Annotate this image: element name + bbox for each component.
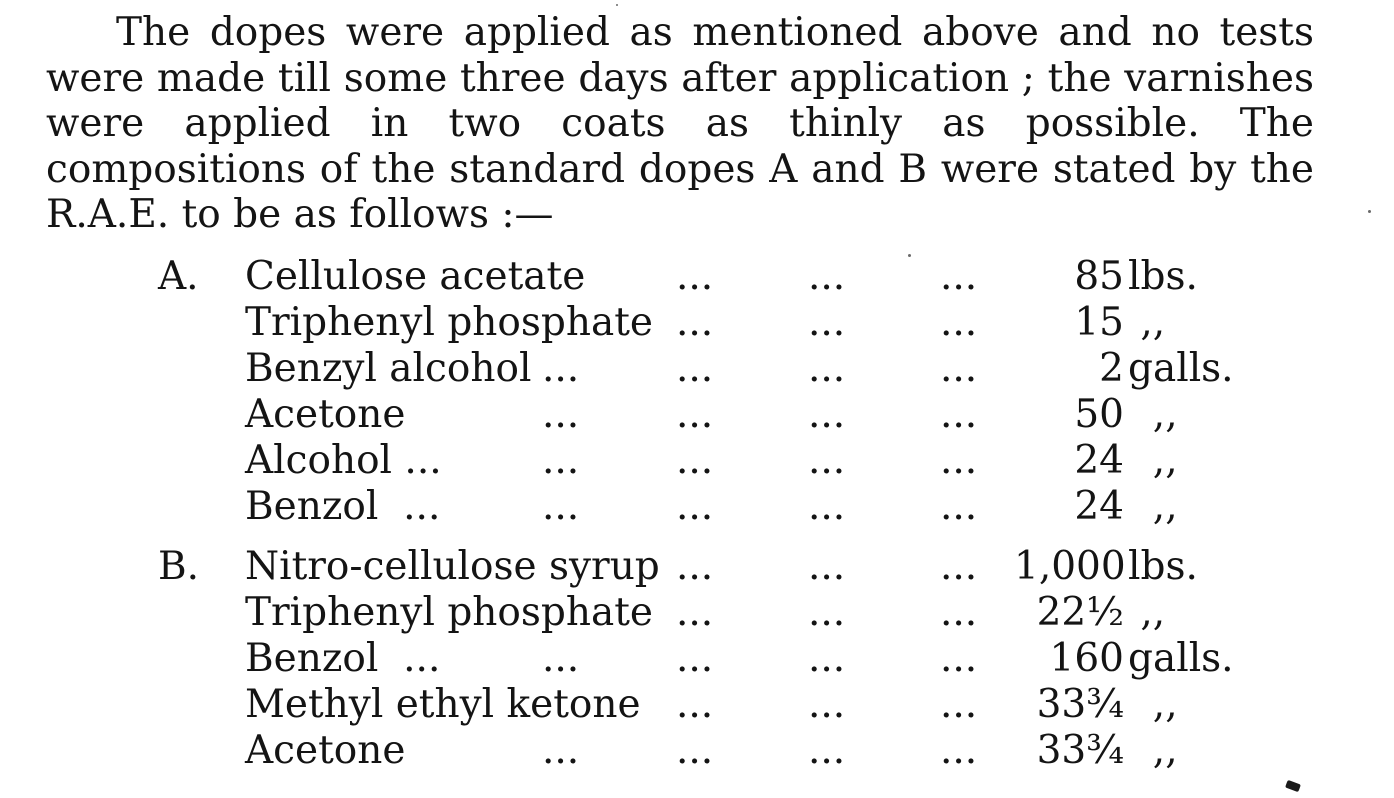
leader-dots: ... xyxy=(940,636,978,681)
leader-dots: ... xyxy=(940,544,978,589)
ingredient-quantity: 33¾ xyxy=(1036,728,1124,773)
leader-dots: ... xyxy=(808,484,846,529)
ingredient-name: Alcohol ... xyxy=(245,438,442,483)
composition-row xyxy=(0,254,1394,300)
ingredient-name: Methyl ethyl ketone xyxy=(245,682,641,727)
leader-dots: ... xyxy=(542,636,580,681)
leader-dots: ... xyxy=(808,300,846,345)
leader-dots: ... xyxy=(676,346,714,391)
ingredient-name: Cellulose acetate xyxy=(245,254,586,299)
leader-dots: ... xyxy=(676,544,714,589)
ingredient-name: Triphenyl phosphate xyxy=(245,300,653,345)
ingredient-quantity: 1,000 xyxy=(1014,544,1126,589)
ingredient-unit: ,, xyxy=(1128,682,1178,727)
ingredient-quantity: 2 xyxy=(1099,346,1124,391)
ingredient-quantity: 50 xyxy=(1074,392,1124,437)
leader-dots: ... xyxy=(808,728,846,773)
leader-dots: ... xyxy=(808,438,846,483)
leader-dots: ... xyxy=(808,544,846,589)
leader-dots: ... xyxy=(676,590,714,635)
ingredient-name: Acetone xyxy=(245,728,406,773)
ingredient-unit: ,, xyxy=(1128,392,1178,437)
ingredient-name: Acetone xyxy=(245,392,406,437)
body-paragraph: The dopes were applied as mentioned above and no tests were made till some three days after application ; the varnishes were applied in two coats as thinly as possible. The compositions of the standard dopes A and B were stated by the R.A.E. to be as follows :— xyxy=(46,10,1314,237)
leader-dots: ... xyxy=(676,438,714,483)
scan-speck xyxy=(1368,210,1371,213)
ingredient-unit: ,, xyxy=(1128,728,1178,773)
scan-speck xyxy=(616,4,618,6)
leader-dots: ... xyxy=(940,346,978,391)
ingredient-quantity: 22½ xyxy=(1036,590,1124,635)
leader-dots: ... xyxy=(542,728,580,773)
leader-dots: ... xyxy=(676,300,714,345)
ingredient-quantity: 33¾ xyxy=(1036,682,1124,727)
group-letter: A. xyxy=(158,254,199,299)
leader-dots: ... xyxy=(940,254,978,299)
leader-dots: ... xyxy=(940,590,978,635)
composition-row xyxy=(0,590,1394,636)
leader-dots: ... xyxy=(676,254,714,299)
ingredient-unit: lbs. xyxy=(1128,254,1198,299)
composition-row xyxy=(0,544,1394,590)
ingredient-unit: ,, xyxy=(1128,300,1166,345)
leader-dots: ... xyxy=(676,636,714,681)
leader-dots: ... xyxy=(676,728,714,773)
ingredient-unit: galls. xyxy=(1128,346,1234,391)
leader-dots: ... xyxy=(808,682,846,727)
leader-dots: ... xyxy=(542,484,580,529)
ingredient-unit: galls. xyxy=(1128,636,1234,681)
composition-row xyxy=(0,346,1394,392)
composition-row xyxy=(0,438,1394,484)
ingredient-name: Triphenyl phosphate xyxy=(245,590,653,635)
composition-row xyxy=(0,392,1394,438)
ingredient-unit: lbs. xyxy=(1128,544,1198,589)
leader-dots: ... xyxy=(808,346,846,391)
ingredient-quantity: 85 xyxy=(1074,254,1124,299)
leader-dots: ... xyxy=(808,392,846,437)
ingredient-quantity: 15 xyxy=(1074,300,1124,345)
ingredient-unit: ,, xyxy=(1128,438,1178,483)
composition-row xyxy=(0,682,1394,728)
ingredient-name: Nitro-cellulose syrup xyxy=(245,544,660,589)
leader-dots: ... xyxy=(542,392,580,437)
leader-dots: ... xyxy=(808,590,846,635)
ingredient-name: Benzol ... xyxy=(245,484,441,529)
ingredient-name: Benzyl alcohol xyxy=(245,346,532,391)
leader-dots: ... xyxy=(940,392,978,437)
leader-dots: ... xyxy=(542,438,580,483)
scan-mark xyxy=(1285,780,1301,792)
scan-speck xyxy=(908,254,911,257)
leader-dots: ... xyxy=(542,346,580,391)
group-letter: B. xyxy=(158,544,200,589)
leader-dots: ... xyxy=(676,682,714,727)
leader-dots: ... xyxy=(940,728,978,773)
ingredient-quantity: 160 xyxy=(1049,636,1124,681)
ingredient-unit: ,, xyxy=(1128,484,1178,529)
ingredient-quantity: 24 xyxy=(1074,484,1124,529)
leader-dots: ... xyxy=(676,484,714,529)
composition-row xyxy=(0,728,1394,774)
ingredient-name: Benzol ... xyxy=(245,636,441,681)
composition-row xyxy=(0,300,1394,346)
leader-dots: ... xyxy=(940,438,978,483)
ingredient-unit: ,, xyxy=(1128,590,1166,635)
leader-dots: ... xyxy=(940,300,978,345)
composition-row xyxy=(0,484,1394,530)
leader-dots: ... xyxy=(940,682,978,727)
leader-dots: ... xyxy=(940,484,978,529)
composition-row xyxy=(0,636,1394,682)
leader-dots: ... xyxy=(676,392,714,437)
leader-dots: ... xyxy=(808,254,846,299)
leader-dots: ... xyxy=(808,636,846,681)
ingredient-quantity: 24 xyxy=(1074,438,1124,483)
